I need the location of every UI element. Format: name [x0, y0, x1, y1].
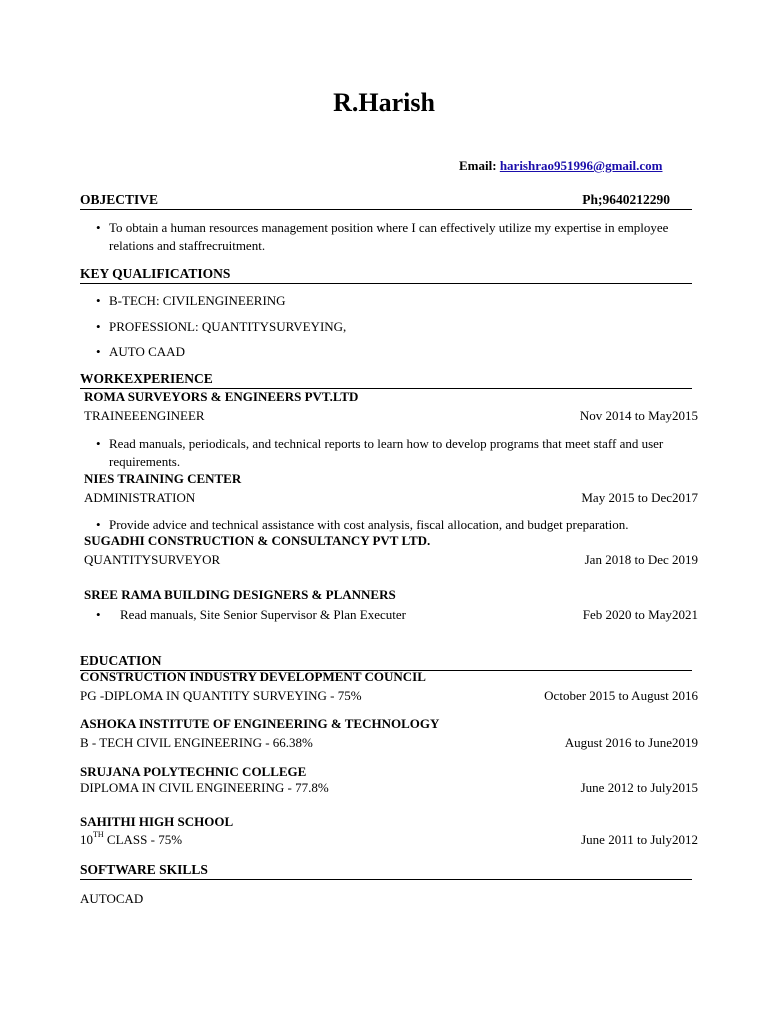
email-link[interactable]: harishrao951996@gmail.com	[499, 158, 663, 173]
bullet-icon: •	[96, 220, 101, 235]
edu-institution: CONSTRUCTION INDUSTRY DEVELOPMENT COUNCIL	[80, 669, 426, 684]
bullet-icon: •	[96, 517, 101, 532]
bullet-icon: •	[96, 344, 101, 359]
email-line	[459, 158, 662, 174]
bullet-icon: •	[96, 607, 101, 622]
objective-text: • To obtain a human resources management position where I can effectively utilize my expertise in employee relations and staffrecruitment.	[96, 220, 669, 253]
software-heading: SOFTWARE SKILLS	[80, 862, 692, 880]
edu-dates: August 2016 to June2019	[564, 735, 698, 750]
bullet-icon: •	[96, 293, 101, 308]
edu-dates: June 2012 to July2015	[580, 780, 698, 795]
education-heading: EDUCATION	[80, 653, 692, 671]
job-bullet: • Read manuals, periodicals, and technical reports to learn how to develop programs that meet staff and user requirements.	[96, 436, 664, 469]
phone-number: Ph;9640212290	[582, 192, 670, 207]
bullet-icon: •	[96, 436, 101, 451]
objective-heading	[80, 192, 692, 210]
edu-degree: PG -DIPLOMA IN QUANTITY SURVEYING - 75%	[80, 688, 362, 703]
job-company: SREE RAMA BUILDING DESIGNERS & PLANNERS	[84, 587, 396, 602]
candidate-name: R.Harish	[333, 88, 435, 117]
job-company: NIES TRAINING CENTER	[84, 471, 242, 486]
edu-institution: SAHITHI HIGH SCHOOL	[80, 814, 234, 829]
job-bullet: • Provide advice and technical assistance with cost analysis, fiscal allocation, and budget preparation.	[96, 517, 629, 532]
job-role: TRAINEEENGINEER	[84, 408, 205, 423]
edu-degree: 10TH CLASS - 75%	[80, 830, 183, 847]
job-dates: Nov 2014 to May2015	[579, 408, 698, 423]
bullet-icon: •	[96, 319, 101, 334]
qualification-item: • AUTO CAAD	[96, 344, 185, 359]
software-item: AUTOCAD	[80, 891, 144, 906]
edu-dates: June 2011 to July2012	[581, 832, 698, 847]
job-bullet: • Read manuals, Site Senior Supervisor & Plan Executer	[96, 607, 406, 622]
edu-institution: ASHOKA INSTITUTE OF ENGINEERING & TECHNOLOGY	[80, 716, 440, 731]
edu-dates: October 2015 to August 2016	[544, 688, 698, 703]
edu-degree: DIPLOMA IN CIVIL ENGINEERING - 77.8%	[80, 780, 329, 795]
job-dates: Feb 2020 to May2021	[582, 607, 698, 622]
job-dates: Jan 2018 to Dec 2019	[584, 552, 698, 567]
job-role: QUANTITYSURVEYOR	[84, 552, 221, 567]
job-company: SUGADHI CONSTRUCTION & CONSULTANCY PVT LTD.	[84, 533, 431, 548]
qualification-item: • B-TECH: CIVILENGINEERING	[96, 293, 286, 308]
qualification-item: • PROFESSIONL: QUANTITYSURVEYING,	[96, 319, 347, 334]
qualifications-heading: KEY QUALIFICATIONS	[80, 266, 692, 284]
edu-degree: B - TECH CIVIL ENGINEERING - 66.38%	[80, 735, 313, 750]
job-role: ADMINISTRATION	[84, 490, 196, 505]
job-company: ROMA SURVEYORS & ENGINEERS PVT.LTD	[84, 389, 359, 404]
email-label: Email:	[459, 158, 497, 173]
work-heading: WORKEXPERIENCE	[80, 371, 692, 389]
edu-institution: SRUJANA POLYTECHNIC COLLEGE	[80, 764, 307, 779]
job-dates: May 2015 to Dec2017	[581, 490, 698, 505]
objective-heading-label: OBJECTIVE	[80, 192, 159, 207]
